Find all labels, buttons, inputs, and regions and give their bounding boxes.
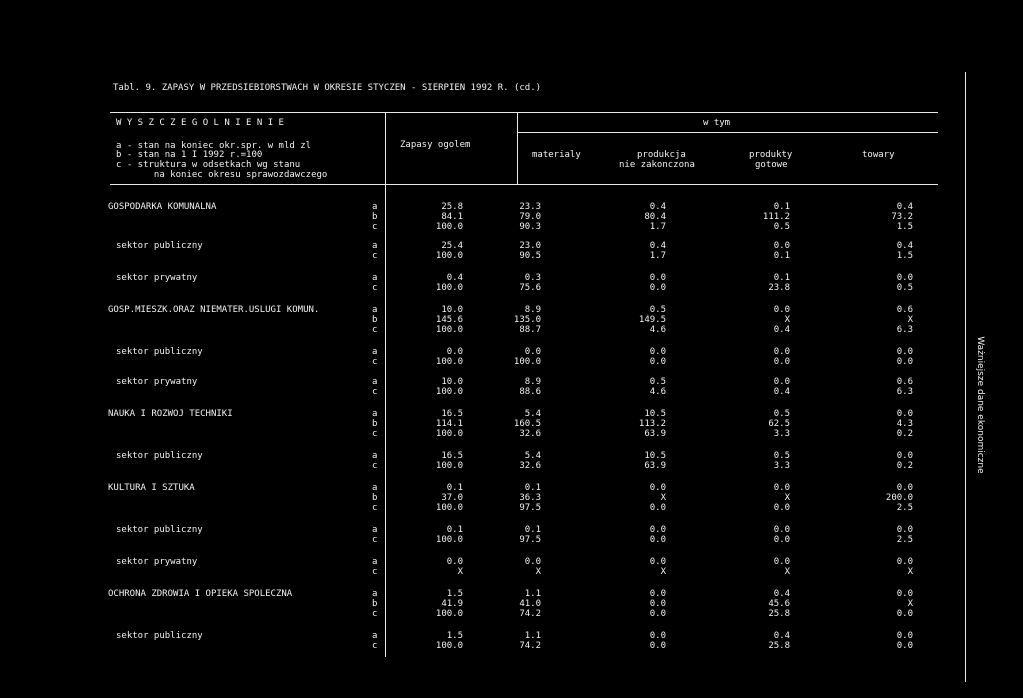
table-cell: 32.6	[519, 429, 541, 439]
row-measure-letter: c	[372, 429, 378, 439]
row-label: GOSP.MIESZK.ORAZ NIEMATER.USLUGI KOMUN.	[108, 305, 320, 315]
table-cell: 0.0	[649, 525, 666, 535]
row-label: GOSPODARKA KOMUNALNA	[108, 202, 217, 212]
row-measure-letter: c	[372, 222, 378, 232]
table-cell: 0.0	[773, 305, 790, 315]
row-measure-letter: c	[372, 535, 378, 545]
row-measure-letter: a	[372, 409, 378, 419]
table-cell: 0.0	[649, 631, 666, 641]
row-measure-letter: a	[372, 241, 378, 251]
row-measure-letter: b	[372, 493, 378, 503]
table-cell: 0.5	[649, 377, 666, 387]
row-measure-letter: c	[372, 357, 378, 367]
table-cell: 0.0	[649, 357, 666, 367]
table-cell: 100.0	[513, 357, 541, 367]
towary-header: towary	[862, 150, 895, 160]
table-cell: 0.0	[649, 283, 666, 293]
table-cell: 0.1	[446, 483, 463, 493]
header-top-rule	[110, 112, 938, 113]
total-column-divider	[517, 112, 518, 184]
table-cell: 84.1	[441, 212, 463, 222]
table-cell: 160.5	[513, 419, 541, 429]
table-cell: 0.0	[649, 641, 666, 651]
table-cell: 6.3	[896, 387, 913, 397]
table-cell: 3.3	[773, 429, 790, 439]
table-cell: 0.0	[649, 503, 666, 513]
table-cell: 0.5	[649, 305, 666, 315]
table-cell: X	[457, 567, 463, 577]
table-cell: 8.9	[524, 377, 541, 387]
wtym-header: w tym	[703, 118, 731, 128]
row-label: sektor publiczny	[116, 347, 203, 357]
table-cell: 25.8	[768, 641, 790, 651]
table-cell: 0.1	[524, 483, 541, 493]
table-cell: 0.1	[773, 251, 790, 261]
table-cell: 37.0	[441, 493, 463, 503]
table-cell: 74.2	[519, 641, 541, 651]
table-cell: 100.0	[435, 461, 463, 471]
table-cell: 0.0	[524, 557, 541, 567]
table-cell: 0.0	[649, 599, 666, 609]
table-cell: 10.5	[644, 451, 666, 461]
row-measure-letter: c	[372, 567, 378, 577]
table-cell: 100.0	[435, 387, 463, 397]
spec-header: W Y S Z C Z E G O L N I E N I E	[116, 118, 284, 128]
table-cell: 4.3	[896, 419, 913, 429]
table-cell: X	[907, 599, 913, 609]
table-cell: 1.5	[446, 589, 463, 599]
table-cell: 0.4	[649, 241, 666, 251]
table-cell: 10.0	[441, 305, 463, 315]
table-cell: 100.0	[435, 251, 463, 261]
header-bottom-rule	[110, 184, 938, 185]
row-measure-letter: b	[372, 212, 378, 222]
table-cell: X	[535, 567, 541, 577]
table-cell: X	[907, 567, 913, 577]
table-cell: 0.4	[446, 273, 463, 283]
table-cell: 23.3	[519, 202, 541, 212]
table-cell: 135.0	[513, 315, 541, 325]
table-cell: 25.8	[441, 202, 463, 212]
table-cell: 100.0	[435, 503, 463, 513]
table-cell: 0.2	[896, 429, 913, 439]
table-cell: 0.0	[896, 557, 913, 567]
row-measure-letter: a	[372, 347, 378, 357]
table-cell: 74.2	[519, 609, 541, 619]
row-label: sektor publiczny	[116, 631, 203, 641]
row-measure-letter: c	[372, 283, 378, 293]
row-label: sektor prywatny	[116, 557, 198, 567]
table-cell: 0.2	[896, 461, 913, 471]
table-cell: 0.0	[896, 631, 913, 641]
table-cell: 100.0	[435, 641, 463, 651]
table-cell: 0.6	[896, 377, 913, 387]
table-cell: 0.0	[773, 557, 790, 567]
table-cell: 0.0	[896, 273, 913, 283]
table-cell: 0.0	[896, 609, 913, 619]
table-cell: 5.4	[524, 409, 541, 419]
table-cell: X	[907, 315, 913, 325]
table-cell: 1.5	[896, 222, 913, 232]
row-measure-letter: c	[372, 609, 378, 619]
table-cell: 73.2	[891, 212, 913, 222]
table-cell: 1.5	[896, 251, 913, 261]
table-cell: 100.0	[435, 429, 463, 439]
produkcja-header-1: produkcja	[637, 150, 686, 160]
materialy-header: materialy	[532, 150, 581, 160]
table-cell: 0.4	[649, 202, 666, 212]
legend-c-cont: na koniec okresu sprawozdawczego	[116, 170, 328, 180]
table-cell: 145.6	[435, 315, 463, 325]
table-cell: 97.5	[519, 535, 541, 545]
table-cell: 16.5	[441, 409, 463, 419]
row-label: sektor prywatny	[116, 273, 198, 283]
table-cell: 200.0	[885, 493, 913, 503]
row-measure-letter: a	[372, 377, 378, 387]
table-cell: 0.5	[773, 222, 790, 232]
row-measure-letter: a	[372, 451, 378, 461]
table-cell: X	[660, 493, 666, 503]
table-cell: 0.0	[773, 525, 790, 535]
row-label: NAUKA I ROZWOJ TECHNIKI	[108, 409, 233, 419]
table-cell: 0.4	[896, 241, 913, 251]
row-measure-letter: a	[372, 202, 378, 212]
table-cell: 0.0	[896, 525, 913, 535]
table-cell: 88.7	[519, 325, 541, 335]
table-cell: 0.4	[773, 631, 790, 641]
total-header: Zapasy ogolem	[400, 140, 471, 150]
table-cell: 8.9	[524, 305, 541, 315]
row-measure-letter: b	[372, 599, 378, 609]
table-cell: X	[784, 315, 790, 325]
table-cell: 0.5	[773, 451, 790, 461]
row-label: sektor prywatny	[116, 377, 198, 387]
table-cell: 0.5	[773, 409, 790, 419]
table-cell: 0.0	[649, 483, 666, 493]
table-cell: 41.0	[519, 599, 541, 609]
table-cell: 100.0	[435, 222, 463, 232]
table-cell: 0.0	[773, 357, 790, 367]
table-cell: 63.9	[644, 429, 666, 439]
table-cell: 0.0	[773, 347, 790, 357]
table-cell: 25.4	[441, 241, 463, 251]
table-cell: 0.0	[773, 535, 790, 545]
table-cell: 80.4	[644, 212, 666, 222]
table-cell: 1.1	[524, 631, 541, 641]
row-measure-letter: a	[372, 525, 378, 535]
table-cell: 1.7	[649, 222, 666, 232]
table-cell: 0.1	[773, 273, 790, 283]
table-cell: 0.0	[896, 483, 913, 493]
table-cell: 0.1	[773, 202, 790, 212]
table-cell: 0.0	[896, 347, 913, 357]
table-cell: 0.1	[524, 525, 541, 535]
table-cell: 100.0	[435, 535, 463, 545]
row-measure-letter: c	[372, 251, 378, 261]
row-measure-letter: a	[372, 305, 378, 315]
table-cell: 32.6	[519, 461, 541, 471]
row-label: OCHRONA ZDROWIA I OPIEKA SPOLECZNA	[108, 589, 293, 599]
table-cell: 62.5	[768, 419, 790, 429]
table-cell: 1.7	[649, 251, 666, 261]
row-measure-letter: c	[372, 461, 378, 471]
table-cell: 45.6	[768, 599, 790, 609]
table-cell: 0.0	[446, 347, 463, 357]
table-cell: 6.3	[896, 325, 913, 335]
row-label: KULTURA I SZTUKA	[108, 483, 195, 493]
table-cell: 1.1	[524, 589, 541, 599]
row-measure-letter: a	[372, 483, 378, 493]
produkty-header-1: produkty	[749, 150, 793, 160]
table-cell: 0.0	[649, 609, 666, 619]
table-cell: 0.0	[896, 409, 913, 419]
table-cell: 97.5	[519, 503, 541, 513]
row-label: sektor publiczny	[116, 241, 203, 251]
table-cell: 16.5	[441, 451, 463, 461]
table-cell: 0.0	[446, 557, 463, 567]
table-cell: 100.0	[435, 357, 463, 367]
table-cell: 41.9	[441, 599, 463, 609]
legend-c: c - struktura w odsetkach wg stanu	[116, 160, 301, 170]
table-cell: 0.4	[773, 589, 790, 599]
produkty-header-2: gotowe	[755, 160, 788, 170]
table-cell: 4.6	[649, 325, 666, 335]
table-cell: 10.5	[644, 409, 666, 419]
row-label: sektor publiczny	[116, 525, 203, 535]
table-cell: 0.4	[773, 325, 790, 335]
table-cell: 79.0	[519, 212, 541, 222]
table-cell: X	[784, 493, 790, 503]
table-cell: 0.0	[896, 589, 913, 599]
table-cell: 149.5	[638, 315, 666, 325]
produkcja-header-2: nie zakonczona	[619, 160, 695, 170]
table-cell: 5.4	[524, 451, 541, 461]
table-cell: 111.2	[762, 212, 790, 222]
table-cell: 23.0	[519, 241, 541, 251]
table-cell: 0.3	[524, 273, 541, 283]
table-cell: 0.0	[649, 535, 666, 545]
table-cell: 90.5	[519, 251, 541, 261]
legend-b: b - stan na 1 I 1992 r.=100	[116, 150, 263, 160]
table-cell: 100.0	[435, 283, 463, 293]
table-cell: 0.5	[896, 283, 913, 293]
table-cell: 23.8	[768, 283, 790, 293]
side-caption: Ważniejsze dane ekonomiczne	[975, 336, 985, 474]
table-cell: 10.0	[441, 377, 463, 387]
table-cell: 0.0	[773, 377, 790, 387]
table-title: Tabl. 9. ZAPASY W PRZEDSIEBIORSTWACH W OKRESIE STYCZEN - SIERPIEN 1992 R. (cd.)	[113, 83, 542, 93]
table-cell: 0.0	[773, 241, 790, 251]
row-measure-letter: c	[372, 503, 378, 513]
row-measure-letter: c	[372, 325, 378, 335]
table-cell: 0.1	[446, 525, 463, 535]
table-cell: 90.3	[519, 222, 541, 232]
table-cell: 75.6	[519, 283, 541, 293]
row-measure-letter: c	[372, 641, 378, 651]
table-cell: 114.1	[435, 419, 463, 429]
table-cell: 1.5	[446, 631, 463, 641]
row-measure-letter: a	[372, 557, 378, 567]
table-cell: 0.0	[896, 641, 913, 651]
row-measure-letter: a	[372, 273, 378, 283]
table-cell: 0.0	[773, 483, 790, 493]
table-cell: 3.3	[773, 461, 790, 471]
table-cell: 0.0	[524, 347, 541, 357]
table-cell: 63.9	[644, 461, 666, 471]
table-cell: 88.6	[519, 387, 541, 397]
table-cell: 0.0	[773, 503, 790, 513]
row-measure-letter: b	[372, 315, 378, 325]
table-cell: 100.0	[435, 609, 463, 619]
table-cell: 0.0	[896, 357, 913, 367]
table-cell: X	[784, 567, 790, 577]
table-cell: 0.4	[896, 202, 913, 212]
table-cell: 2.5	[896, 535, 913, 545]
table-cell: 113.2	[638, 419, 666, 429]
table-cell: 4.6	[649, 387, 666, 397]
table-cell: 25.8	[768, 609, 790, 619]
legend-a: a - stan na koniec okr.spr. w mld zl	[116, 141, 312, 151]
wtym-rule	[517, 132, 938, 133]
row-label: sektor publiczny	[116, 451, 203, 461]
table-cell: 0.0	[649, 347, 666, 357]
table-cell: 0.0	[649, 273, 666, 283]
table-cell: 0.4	[773, 387, 790, 397]
table-cell: 100.0	[435, 325, 463, 335]
table-cell: X	[660, 567, 666, 577]
spec-column-divider	[385, 112, 386, 657]
table-cell: 0.0	[896, 451, 913, 461]
table-cell: 0.0	[649, 557, 666, 567]
row-measure-letter: c	[372, 387, 378, 397]
row-measure-letter: a	[372, 631, 378, 641]
row-measure-letter: a	[372, 589, 378, 599]
table-cell: 0.0	[649, 589, 666, 599]
table-cell: 0.6	[896, 305, 913, 315]
table-cell: 36.3	[519, 493, 541, 503]
right-edge-rule	[965, 72, 966, 682]
row-measure-letter: b	[372, 419, 378, 429]
table-cell: 2.5	[896, 503, 913, 513]
